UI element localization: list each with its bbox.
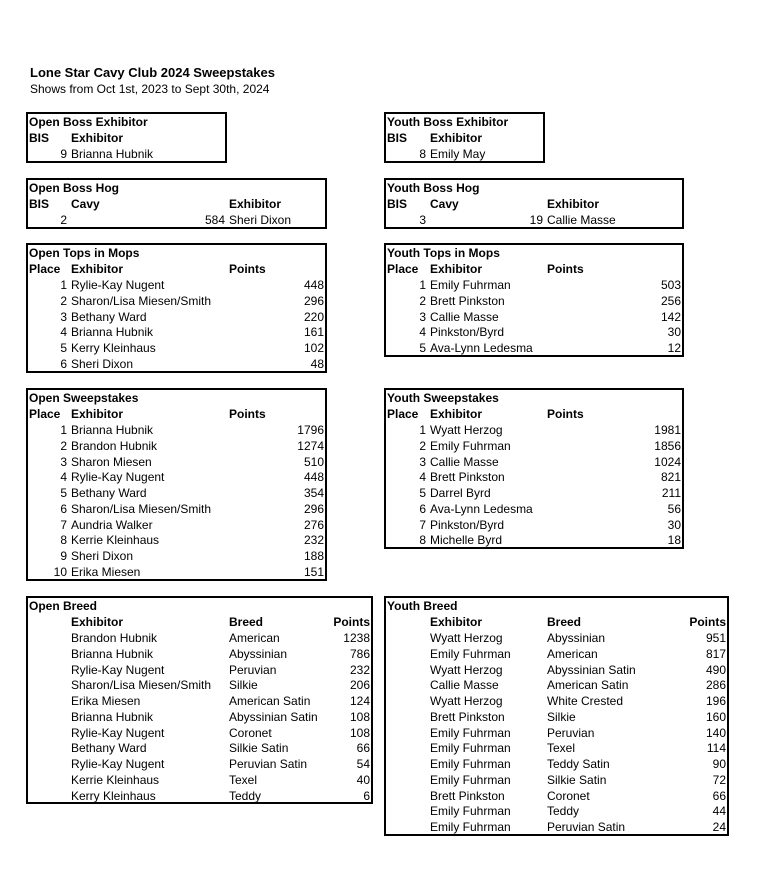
table-row <box>28 501 325 517</box>
cavy-value: 19 <box>529 213 543 227</box>
table-row <box>386 819 727 835</box>
exhibitor-value: Brianna Hubnik <box>71 709 154 724</box>
exhibitor-value: Rylie-Kay Nugent <box>71 725 165 740</box>
table-row <box>28 548 325 564</box>
breed-value: Abyssinian Satin <box>547 662 636 677</box>
exhibitor-value: Brett Pinkston <box>430 709 505 724</box>
exhibitor-value: Brianna Hubnik <box>71 423 154 437</box>
table-row <box>386 788 727 804</box>
col-header-exhibitor: Exhibitor <box>430 615 483 629</box>
col-header-bis: BIS <box>387 197 408 211</box>
breed-value: Abyssinian <box>229 646 288 661</box>
points-value: 90 <box>712 757 726 771</box>
table-row <box>386 469 682 485</box>
points-value: 142 <box>660 309 681 324</box>
exhibitor-value: Sheri Dixon <box>71 549 134 563</box>
table-row <box>28 422 325 438</box>
exhibitor-value: Brianna Hubnik <box>71 147 154 161</box>
points-value: 160 <box>705 709 726 724</box>
col-header-exhibitor: Exhibitor <box>229 197 282 211</box>
exhibitor-value: Kerrie Kleinhaus <box>71 772 160 787</box>
place-value: 1 <box>419 278 426 292</box>
exhibitor-value: Rylie-Kay Nugent <box>71 757 165 771</box>
place-value: 5 <box>60 486 67 500</box>
points-value: 296 <box>303 501 324 516</box>
exhibitor-value: Emily Fuhrman <box>430 438 511 453</box>
table-row <box>386 756 727 772</box>
exhibitor-value: Callie Masse <box>430 309 499 324</box>
points-value: 12 <box>667 341 681 355</box>
table-row <box>28 340 325 356</box>
section-title: Open Sweepstakes <box>29 391 139 405</box>
table-row <box>386 212 682 228</box>
youth-tops-in-mops-table <box>384 243 684 357</box>
open-tops-in-mops-table <box>26 243 327 373</box>
youth-sweepstakes-table <box>384 388 684 549</box>
exhibitor-value: Rylie-Kay Nugent <box>71 470 165 485</box>
points-value: 102 <box>303 341 324 355</box>
points-value: 114 <box>706 741 726 756</box>
breed-value: Silkie <box>229 678 258 693</box>
bis-value: 9 <box>60 147 67 161</box>
table-row <box>386 709 727 725</box>
points-value: 232 <box>303 533 324 548</box>
exhibitor-value: Sharon/Lisa Miesen/Smith <box>71 678 212 693</box>
col-header-cavy: Cavy <box>71 197 100 211</box>
points-value: 354 <box>303 486 324 500</box>
section-title: Youth Boss Exhibitor <box>387 115 509 129</box>
breed-value: American <box>547 646 598 661</box>
table-row <box>28 788 371 804</box>
points-value: 786 <box>349 646 370 661</box>
points-value: 6 <box>363 788 370 803</box>
col-header-bis: BIS <box>29 131 50 145</box>
breed-value: Abyssinian <box>547 631 606 645</box>
table-row <box>28 709 371 725</box>
points-value: 72 <box>712 772 726 787</box>
col-header-points: Points <box>229 407 266 421</box>
breed-value: Abyssinian Satin <box>229 709 318 724</box>
exhibitor-value: Ava-Lynn Ledesma <box>430 341 533 355</box>
table-row <box>386 485 682 501</box>
place-value: 2 <box>419 438 426 453</box>
place-value: 10 <box>53 564 67 579</box>
table-row <box>28 356 325 372</box>
section-title: Open Boss Exhibitor <box>29 115 148 129</box>
table-row <box>28 662 371 678</box>
table-row <box>28 469 325 485</box>
points-value: 188 <box>303 549 324 563</box>
points-value: 1024 <box>654 454 681 469</box>
breed-value: American <box>229 631 280 645</box>
breed-value: White Crested <box>547 694 624 708</box>
breed-value: American Satin <box>547 678 629 693</box>
points-value: 490 <box>705 662 726 677</box>
section-title: Open Boss Hog <box>29 181 120 195</box>
points-value: 206 <box>349 678 370 693</box>
points-value: 18 <box>667 533 681 548</box>
points-value: 1274 <box>297 438 324 453</box>
col-header-points: Points <box>547 262 584 276</box>
exhibitor-value: Pinkston/Byrd <box>430 325 505 340</box>
table-row <box>28 293 325 309</box>
place-value: 5 <box>419 341 426 355</box>
points-value: 220 <box>303 309 324 324</box>
exhibitor-value: Callie Masse <box>430 454 499 469</box>
points-value: 821 <box>660 470 681 485</box>
col-header-breed: Breed <box>547 615 582 629</box>
breed-value: Teddy Satin <box>547 757 610 771</box>
exhibitor-value: Emily Fuhrman <box>430 646 511 661</box>
points-value: 196 <box>705 694 726 708</box>
exhibitor-value: Brett Pinkston <box>430 470 505 485</box>
table-row <box>28 517 325 533</box>
table-row <box>28 454 325 470</box>
table-row <box>28 756 371 772</box>
table-row <box>386 646 727 662</box>
points-value: 211 <box>661 486 681 500</box>
place-value: 3 <box>419 309 426 324</box>
points-value: 48 <box>310 356 324 371</box>
table-row <box>28 772 371 788</box>
table-row <box>28 324 325 340</box>
table-row <box>386 454 682 470</box>
table-row <box>28 212 325 228</box>
exhibitor-value: Kerry Kleinhaus <box>71 341 156 355</box>
points-value: 503 <box>660 278 681 292</box>
points-value: 951 <box>705 631 726 645</box>
exhibitor-value: Sharon/Lisa Miesen/Smith <box>71 501 212 516</box>
points-value: 448 <box>303 278 324 292</box>
points-value: 54 <box>356 757 370 771</box>
place-value: 7 <box>60 517 67 532</box>
points-value: 30 <box>667 517 681 532</box>
points-value: 286 <box>705 678 726 693</box>
exhibitor-value: Ava-Lynn Ledesma <box>430 501 533 516</box>
exhibitor-value: Brett Pinkston <box>430 293 505 308</box>
points-value: 161 <box>303 325 324 340</box>
bis-value: 2 <box>60 213 67 227</box>
breed-value: Coronet <box>229 725 272 740</box>
col-header-cavy: Cavy <box>430 197 459 211</box>
place-value: 1 <box>419 423 426 437</box>
breed-value: Silkie Satin <box>547 772 607 787</box>
points-value: 30 <box>667 325 681 340</box>
col-header-breed: Breed <box>229 615 264 629</box>
exhibitor-value: Pinkston/Byrd <box>430 517 505 532</box>
table-row <box>386 324 682 340</box>
table-row <box>28 646 371 662</box>
place-value: 9 <box>60 549 67 563</box>
col-header-bis: BIS <box>29 197 50 211</box>
exhibitor-value: Bethany Ward <box>71 741 147 756</box>
col-header-points: Points <box>547 407 584 421</box>
exhibitor-value: Michelle Byrd <box>430 533 503 548</box>
open-sweepstakes-table <box>26 388 327 581</box>
table-row <box>28 485 325 501</box>
exhibitor-value: Sharon/Lisa Miesen/Smith <box>71 293 212 308</box>
points-value: 1981 <box>654 423 681 437</box>
exhibitor-value: Bethany Ward <box>71 486 147 500</box>
points-value: 44 <box>712 804 726 819</box>
exhibitor-value: Rylie-Kay Nugent <box>71 278 165 292</box>
points-value: 232 <box>349 662 370 677</box>
place-value: 4 <box>60 470 67 485</box>
place-value: 4 <box>419 325 426 340</box>
table-row <box>386 662 727 678</box>
exhibitor-value: Brianna Hubnik <box>71 646 154 661</box>
breed-value: Texel <box>229 772 258 787</box>
points-value: 1856 <box>654 438 681 453</box>
exhibitor-value: Bethany Ward <box>71 309 147 324</box>
points-value: 24 <box>712 820 726 834</box>
table-row <box>28 677 371 693</box>
breed-value: Teddy <box>229 788 262 803</box>
col-header-bis: BIS <box>387 131 408 145</box>
section-title: Youth Breed <box>387 599 458 613</box>
points-value: 140 <box>705 725 726 740</box>
table-row <box>28 532 325 548</box>
table-row <box>386 501 682 517</box>
col-header-exhibitor: Exhibitor <box>71 262 124 276</box>
points-value: 510 <box>303 454 324 469</box>
table-row <box>28 564 325 580</box>
exhibitor-value: Wyatt Herzog <box>430 423 503 437</box>
section-title: Open Breed <box>29 599 98 613</box>
breed-value: Peruvian Satin <box>229 757 308 771</box>
exhibitor-value: Emily Fuhrman <box>430 804 511 819</box>
exhibitor-value: Kerrie Kleinhaus <box>71 533 160 548</box>
points-value: 256 <box>660 293 681 308</box>
breed-value: Peruvian <box>547 725 595 740</box>
bis-value: 8 <box>419 147 426 161</box>
table-row <box>386 693 727 709</box>
section-title: Open Tops in Mops <box>29 246 140 260</box>
table-row <box>28 630 371 646</box>
place-value: 4 <box>60 325 67 340</box>
table-row <box>28 740 371 756</box>
table-row <box>386 422 682 438</box>
col-header-exhibitor: Exhibitor <box>430 131 483 145</box>
exhibitor-value: Emily Fuhrman <box>430 772 511 787</box>
exhibitor-value: Brandon Hubnik <box>71 631 158 645</box>
exhibitor-value: Sheri Dixon <box>229 213 292 227</box>
place-value: 6 <box>419 501 426 516</box>
exhibitor-value: Emily Fuhrman <box>430 757 511 771</box>
place-value: 3 <box>60 309 67 324</box>
points-value: 276 <box>303 517 324 532</box>
exhibitor-value: Brett Pinkston <box>430 788 505 803</box>
points-value: 124 <box>349 694 370 708</box>
exhibitor-value: Erika Miesen <box>71 564 141 579</box>
points-value: 151 <box>303 564 324 579</box>
exhibitor-value: Callie Masse <box>430 678 499 693</box>
table-row <box>28 309 325 325</box>
breed-value: Teddy <box>547 804 580 819</box>
col-header-points: Points <box>333 615 370 629</box>
points-value: 108 <box>349 709 370 724</box>
place-value: 8 <box>60 533 67 548</box>
table-row <box>386 740 727 756</box>
exhibitor-value: Brianna Hubnik <box>71 325 154 340</box>
breed-value: Peruvian Satin <box>547 820 626 834</box>
exhibitor-value: Erika Miesen <box>71 694 141 708</box>
exhibitor-value: Kerry Kleinhaus <box>71 788 156 803</box>
points-value: 66 <box>712 788 726 803</box>
exhibitor-value: Sheri Dixon <box>71 356 134 371</box>
col-header-exhibitor: Exhibitor <box>430 262 483 276</box>
place-value: 5 <box>419 486 426 500</box>
col-header-exhibitor: Exhibitor <box>430 407 483 421</box>
exhibitor-value: Brandon Hubnik <box>71 438 158 453</box>
points-value: 1796 <box>297 423 324 437</box>
place-value: 5 <box>60 341 67 355</box>
section-title: Youth Boss Hog <box>387 181 480 195</box>
col-header-place: Place <box>387 407 419 421</box>
place-value: 4 <box>419 470 426 485</box>
breed-value: Coronet <box>547 788 590 803</box>
place-value: 2 <box>419 293 426 308</box>
points-value: 40 <box>356 772 370 787</box>
place-value: 1 <box>60 423 67 437</box>
table-row <box>386 630 727 646</box>
col-header-exhibitor: Exhibitor <box>547 197 600 211</box>
bis-value: 3 <box>419 213 426 227</box>
col-header-place: Place <box>29 262 61 276</box>
table-row <box>386 340 682 356</box>
col-header-exhibitor: Exhibitor <box>71 131 124 145</box>
exhibitor-value: Emily May <box>430 147 486 161</box>
table-row <box>386 677 727 693</box>
table-row <box>28 146 225 162</box>
open-boss-hog-table <box>26 178 327 229</box>
table-row <box>386 293 682 309</box>
open-breed-table <box>26 596 373 804</box>
exhibitor-value: Emily Fuhrman <box>430 741 511 756</box>
exhibitor-value: Rylie-Kay Nugent <box>71 662 165 677</box>
breed-value: American Satin <box>229 694 311 708</box>
exhibitor-value: Wyatt Herzog <box>430 631 503 645</box>
youth-breed-table <box>384 596 729 836</box>
table-row <box>386 146 543 162</box>
section-title: Youth Sweepstakes <box>387 391 499 405</box>
points-value: 108 <box>349 725 370 740</box>
points-value: 1238 <box>343 631 370 645</box>
breed-value: Silkie Satin <box>229 741 289 756</box>
table-row <box>386 772 727 788</box>
table-row <box>28 693 371 709</box>
table-row <box>28 438 325 454</box>
place-value: 7 <box>419 517 426 532</box>
col-header-points: Points <box>689 615 726 629</box>
table-row <box>386 725 727 741</box>
page-title: Lone Star Cavy Club 2024 Sweepstakes <box>30 65 275 80</box>
youth-boss-exhibitor-table <box>384 112 545 163</box>
table-row <box>386 438 682 454</box>
breed-value: Texel <box>547 741 576 756</box>
exhibitor-value: Wyatt Herzog <box>430 694 503 708</box>
place-value: 2 <box>60 438 67 453</box>
points-value: 296 <box>303 293 324 308</box>
section-title: Youth Tops in Mops <box>387 246 500 260</box>
table-row <box>386 277 682 293</box>
col-header-exhibitor: Exhibitor <box>71 615 124 629</box>
place-value: 6 <box>60 501 67 516</box>
exhibitor-value: Emily Fuhrman <box>430 725 511 740</box>
place-value: 1 <box>60 278 67 292</box>
points-value: 448 <box>303 470 324 485</box>
col-header-exhibitor: Exhibitor <box>71 407 124 421</box>
page-subtitle: Shows from Oct 1st, 2023 to Sept 30th, 2024 <box>30 82 270 96</box>
table-row <box>386 532 682 548</box>
col-header-points: Points <box>229 262 266 276</box>
points-value: 56 <box>667 501 681 516</box>
col-header-place: Place <box>29 407 61 421</box>
place-value: 8 <box>419 533 426 548</box>
place-value: 3 <box>60 454 67 469</box>
exhibitor-value: Callie Masse <box>547 213 616 227</box>
breed-value: Peruvian <box>229 662 277 677</box>
cavy-value: 584 <box>204 213 225 227</box>
table-row <box>386 517 682 533</box>
table-row <box>28 725 371 741</box>
exhibitor-value: Darrel Byrd <box>430 486 491 500</box>
exhibitor-value: Emily Fuhrman <box>430 278 511 292</box>
breed-value: Silkie <box>547 709 576 724</box>
points-value: 66 <box>356 741 370 756</box>
exhibitor-value: Aundria Walker <box>71 517 153 532</box>
exhibitor-value: Wyatt Herzog <box>430 662 503 677</box>
place-value: 6 <box>60 356 67 371</box>
place-value: 3 <box>419 454 426 469</box>
points-value: 817 <box>705 646 726 661</box>
place-value: 2 <box>60 293 67 308</box>
exhibitor-value: Emily Fuhrman <box>430 820 511 834</box>
exhibitor-value: Sharon Miesen <box>71 454 152 469</box>
table-row <box>28 277 325 293</box>
open-boss-exhibitor-table <box>26 112 227 163</box>
youth-boss-hog-table <box>384 178 684 229</box>
col-header-place: Place <box>387 262 419 276</box>
table-row <box>386 309 682 325</box>
table-row <box>386 803 727 819</box>
